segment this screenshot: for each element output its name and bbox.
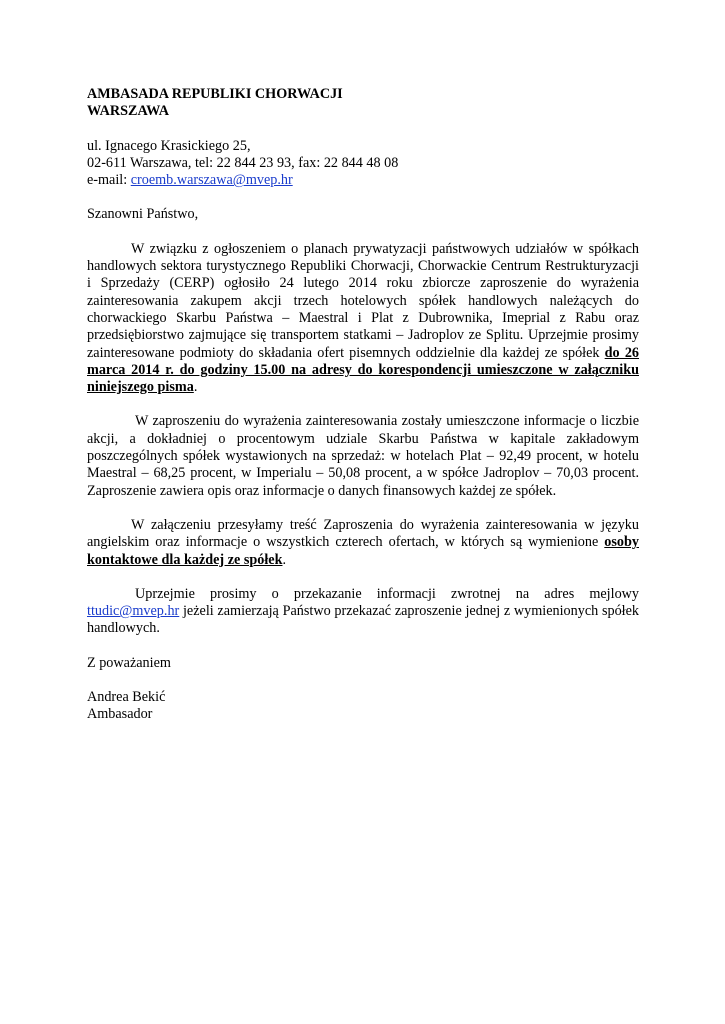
reply-email-link[interactable]: ttudic@mvep.hr: [87, 603, 180, 620]
embassy-name: AMBASADA REPUBLIKI CHORWACJI: [87, 86, 343, 102]
paragraph-4: Uprzejmie prosimy o przekazanie informacji zwrotnej na adres mejlowy ttudic@mvep.hr jeżeli zamierzają Państwo przekazać zaproszenie jednej z wymienionych spółek handlowych.: [87, 585, 639, 637]
salutation: Szanowni Państwo,: [87, 206, 199, 223]
paragraph-2: W zaproszeniu do wyrażenia zainteresowania zostały umieszczone informacje o liczbie akcji, a dokładniej o procentowym udziale Skarbu Państwa w kapitale zakładowym poszczególnych spółek wystawionych na sprzedaż: w hotelach Plat – 92,49 procent, w hotelu Maestral – 68,25 procent, w Imperialu – 50,08 procent, a w spółce Jadroplov – 70,03 procent. Zaproszenie zawiera opis oraz informacje o danych finansowych każdej ze spółek.: [87, 413, 639, 499]
paragraph-3-text: W załączeniu przesyłamy treść Zaproszenia do wyrażenia zainteresowania w języku angielskim oraz informacje o wszystkich czterech ofertach, w których są wymienione: [87, 516, 639, 551]
email-label: e-mail:: [87, 172, 131, 189]
address-email-line: [87, 172, 639, 189]
paragraph-3: W załączeniu przesyłamy treść Zaproszenia do wyrażenia zainteresowania w języku angielskim oraz informacje o wszystkich czterech ofertach, w których są wymienione osoby kontaktowe dla każdej ze spółek.: [87, 516, 639, 568]
paragraph-3-contacts: osoby kontaktowe dla każdej ze spółek: [87, 534, 639, 568]
paragraph-1: W związku z ogłoszeniem o planach prywatyzacji państwowych udziałów w spółkach handlowych sektora turystycznego Republiki Chorwacji, Chorwackie Centrum Restrukturyzacji i Sprzedaży (CERP) ogłosiło 24 lutego 2014 roku zbiorcze zaproszenie do wyrażenia zainteresowania zakupem akcji trzech hotelowych spółek handlowych należących do chorwackiego Skarbu Państwa – Maestral i Plat z Dubrownika, Imeprial z Rabu oraz przedsiębiorstwo zajmujące się transportem statkami – Jadroplov ze Splitu. Uprzejmie prosimy zainteresowane podmioty do składania ofert pisemnych oddzielnie dla każdej ze spółek do 26 marca 2014 r. do godziny 15.00 na adresy do korespondencji umieszczone w załączniku niniejszego pisma.: [87, 240, 640, 396]
embassy-city: WARSZAWA: [87, 103, 169, 120]
signature-name: Andrea Bekić: [87, 689, 166, 706]
address-street: ul. Ignacego Krasickiego 25,: [87, 137, 251, 154]
paragraph-1-deadline: do 26 marca 2014 r. do godziny 15.00 na adresy do korespondencji umieszczone w załączniku niniejszego pisma: [87, 344, 640, 396]
closing: Z poważaniem: [87, 654, 171, 671]
signature-title: Ambasador: [87, 706, 153, 723]
paragraph-1-text: W związku z ogłoszeniem o planach prywatyzacji państwowych udziałów w spółkach handlowych sektora turystycznego Republiki Chorwacji, Chorwackie Centrum Restrukturyzacji i Sprzedaży (CERP) ogłosiło 24 lutego 2014 roku zbiorcze zaproszenie do wyrażenia zainteresowania zakupem akcji trzech hotelowych spółek handlowych należących do chorwackiego Skarbu Państwa – Maestral i Plat z Dubrownika, Imeprial z Rabu oraz przedsiębiorstwo zajmujące się transportem statkami – Jadroplov ze Splitu. Uprzejmie prosimy zainteresowane podmioty do składania ofert pisemnych oddzielnie dla każdej ze spółek: [87, 240, 639, 361]
letter-page: [87, 86, 639, 724]
paragraph-4-text: Uprzejmie prosimy o przekazanie informacji zwrotnej na adres mejlowy: [135, 585, 639, 602]
embassy-email-link[interactable]: croemb.warszawa@mvep.hr: [130, 172, 293, 189]
address-city-phone: 02-611 Warszawa, tel: 22 844 23 93, fax: 22 844 48 08: [87, 154, 399, 171]
